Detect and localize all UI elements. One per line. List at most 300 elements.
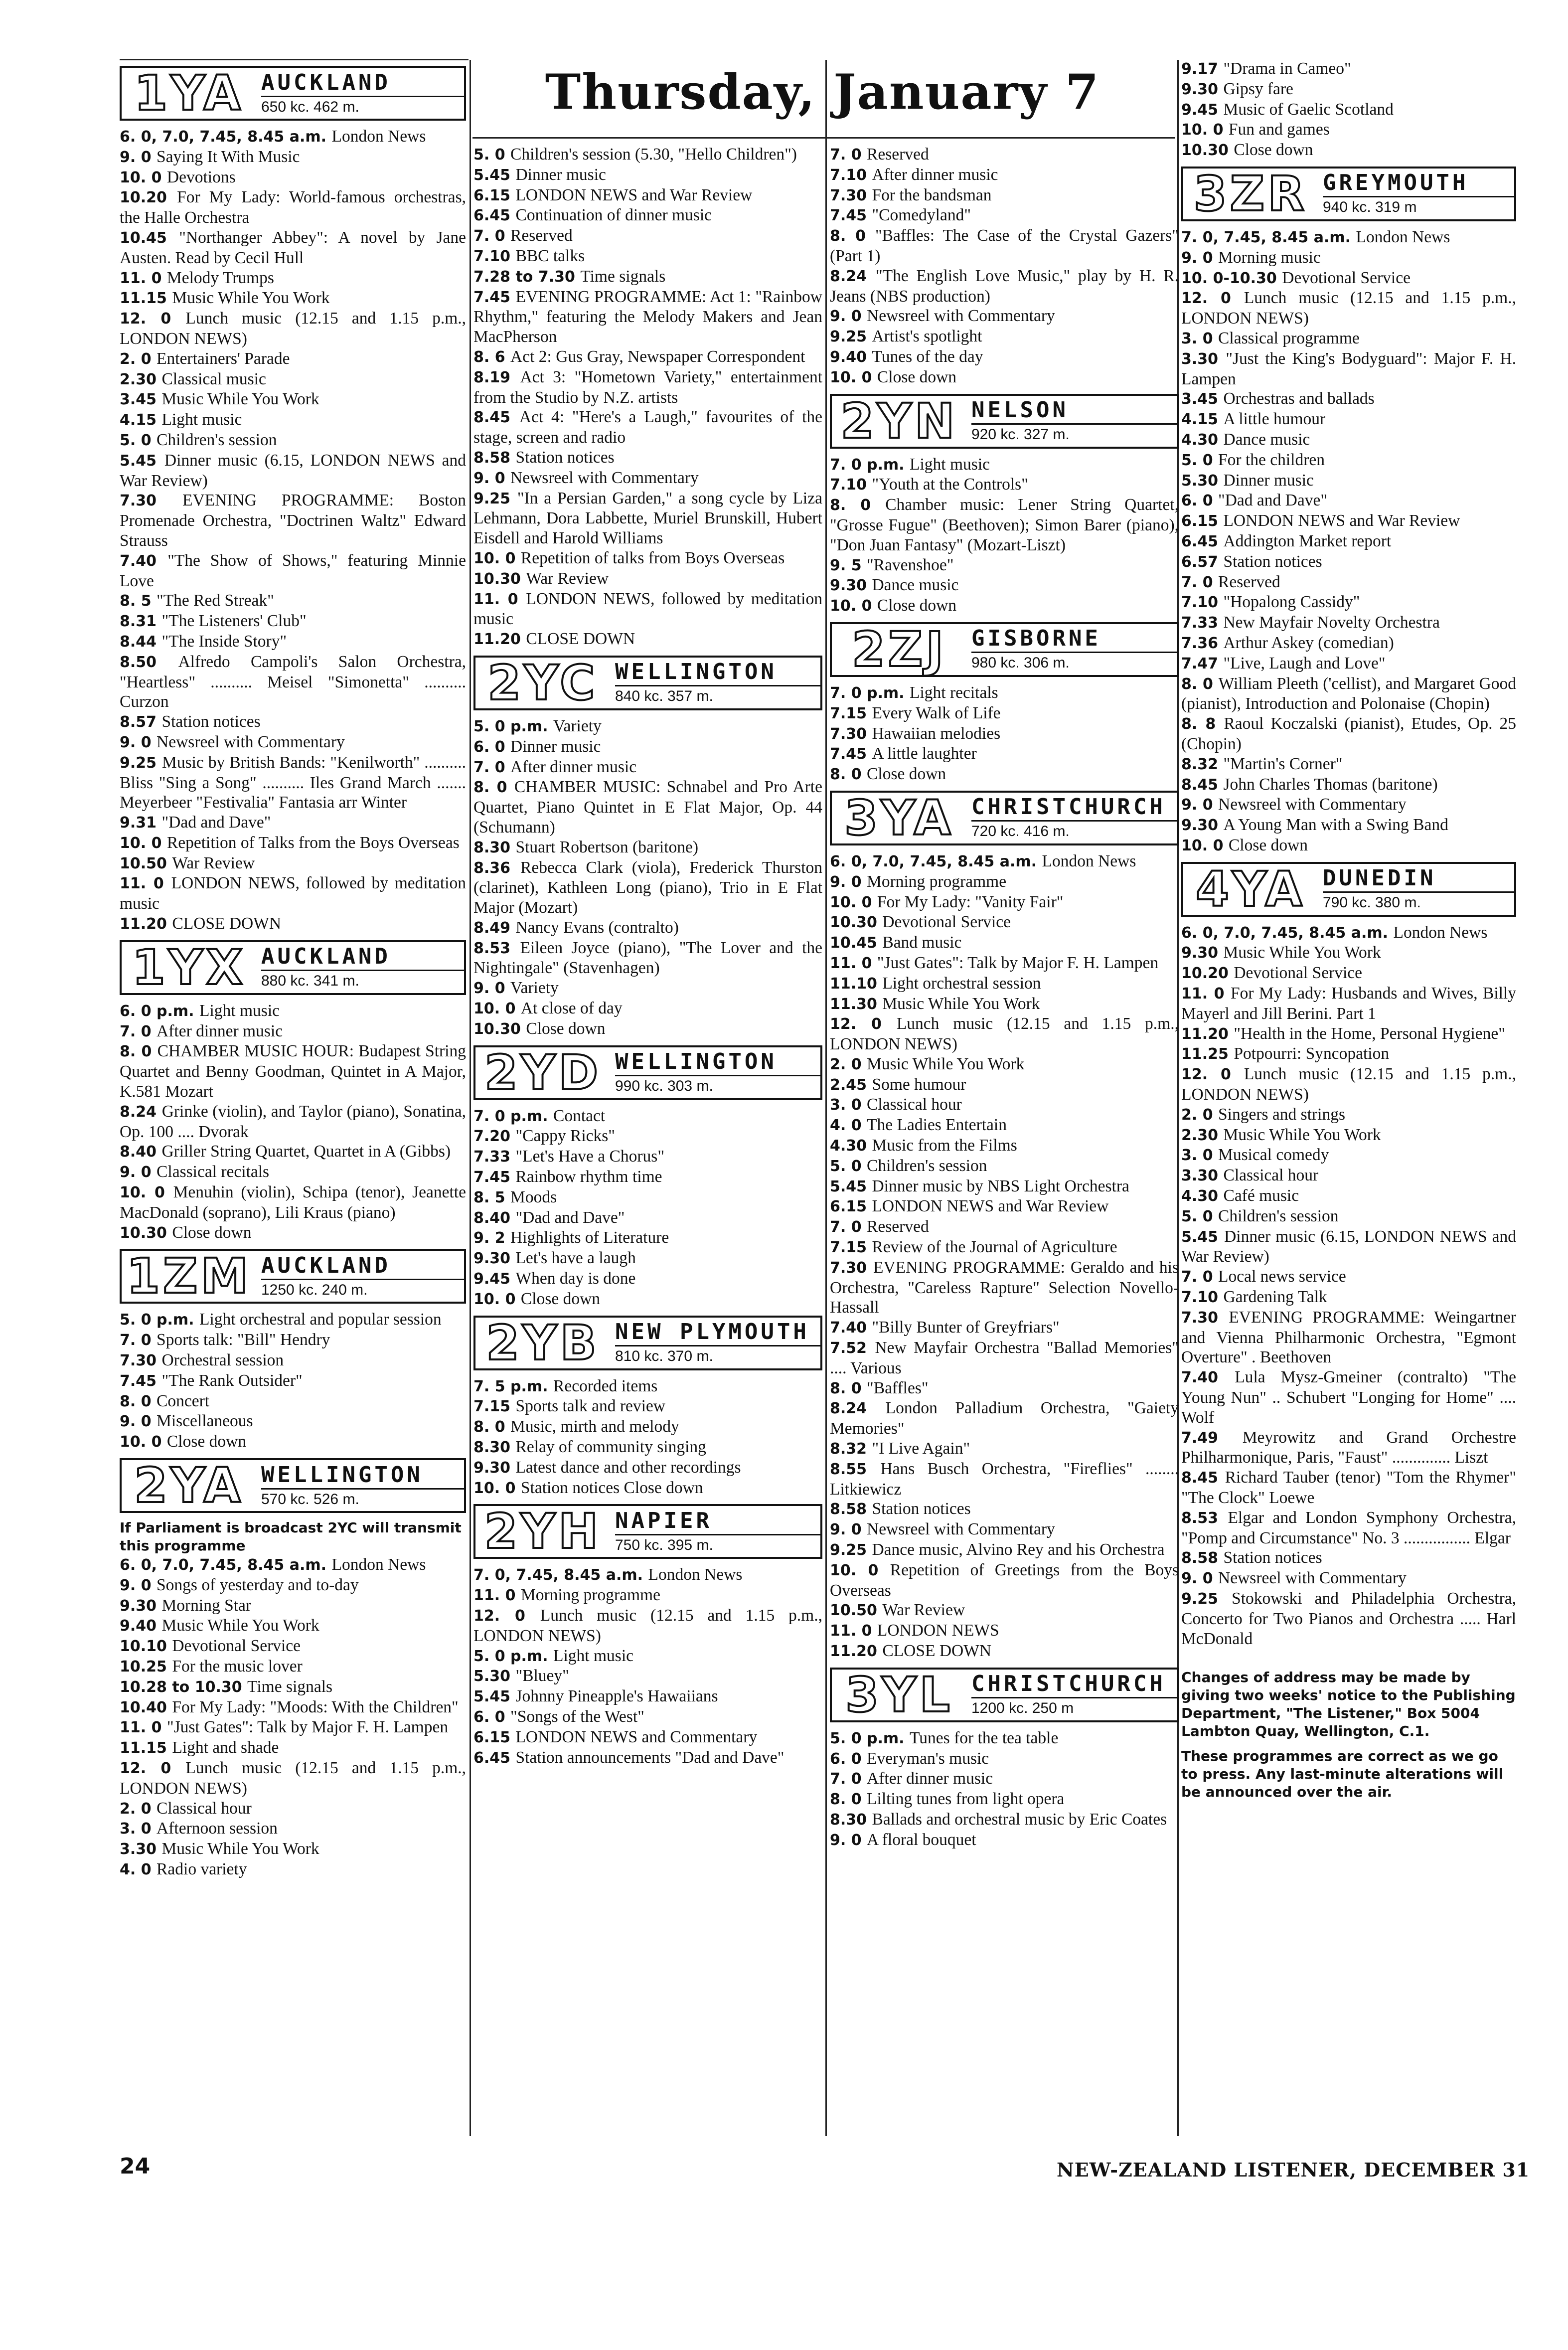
station-header-4ya xyxy=(1181,862,1516,917)
programme-title: CLOSE DOWN xyxy=(526,630,635,649)
programme-entry xyxy=(120,389,466,410)
programme-title: "The Rank Outsider" xyxy=(161,1371,303,1390)
programme-title: Nancy Evans (contralto) xyxy=(515,918,679,937)
programme-entry xyxy=(1181,491,1516,511)
programme-title: EVENING PROGRAMME: Act 1: "Rainbow Rhythm," featuring the Melody Makers and Jean MacPherson xyxy=(473,287,822,346)
programme-entry xyxy=(473,287,822,347)
programme-entry xyxy=(1181,288,1516,329)
station-name: AUCKLAND xyxy=(261,70,464,97)
programme-entry xyxy=(1181,963,1516,984)
programme-time: 10.45 xyxy=(120,229,179,247)
programme-time: 9.45 xyxy=(1181,101,1224,119)
programme-title: London News xyxy=(1042,851,1136,870)
programme-entry xyxy=(120,1738,466,1758)
programme-time: 9. 0 xyxy=(1181,1570,1219,1588)
programme-time: 9.30 xyxy=(1181,944,1224,962)
programme-title: "The Listeners' Club" xyxy=(161,612,307,631)
programme-title: Close down xyxy=(526,1019,606,1038)
programme-time: 10.50 xyxy=(120,854,172,872)
station-call: 2YA xyxy=(134,1458,244,1514)
programme-title: Music While You Work xyxy=(161,1840,319,1858)
programme-time: 8.45 xyxy=(1181,1469,1225,1487)
programme-entry xyxy=(473,757,822,778)
programme-entry xyxy=(473,226,822,246)
programme-time: 8.31 xyxy=(120,613,162,631)
programme-title: Tunes of the day xyxy=(872,347,983,366)
programme-entry xyxy=(120,873,466,914)
programme-time: 5.45 xyxy=(473,166,516,184)
programme-time: 7.10 xyxy=(1181,594,1224,612)
programme-entry xyxy=(1181,329,1516,349)
programme-title: Relay of community singing xyxy=(515,1438,706,1457)
programme-title: Music of Gaelic Scotland xyxy=(1223,100,1394,119)
station-frequency: 790 kc. 380 m. xyxy=(1323,894,1421,911)
programme-entry xyxy=(830,1398,1179,1439)
programme-title: Songs of yesterday and to-day xyxy=(157,1575,359,1594)
programme-title: Close down xyxy=(520,1289,601,1308)
programme-time: 6. 0, 7.0, 7.45, 8.45 a.m. xyxy=(830,852,1042,870)
programme-entry xyxy=(830,327,1179,347)
programme-entry xyxy=(473,1565,822,1585)
programme-title: Every Walk of Life xyxy=(872,703,1001,722)
programme-title: EVENING PROGRAMME: Geraldo and his Orchestra, "Careless Rapture" Selection Novello-Hassall xyxy=(830,1258,1179,1317)
programme-title: "Baffles: The Case of the Crystal Gazers" (Part 1) xyxy=(830,226,1179,265)
programme-title: Orchestras and ballads xyxy=(1223,389,1375,408)
programme-entry xyxy=(830,347,1179,367)
station-header-1zm xyxy=(120,1249,466,1304)
programme-title: Station notices xyxy=(515,448,615,467)
programme-title: Station notices xyxy=(1223,552,1322,571)
programme-title: For My Lady: World-famous orchestras, the Halle Orchestra xyxy=(120,188,466,227)
programme-time: 7. 0 xyxy=(473,758,511,776)
programme-time: 7. 0 p.m. xyxy=(830,456,910,474)
programme-time: 8.24 xyxy=(830,267,876,285)
programme-time: 7.45 xyxy=(473,288,516,306)
programme-entry xyxy=(120,430,466,451)
programme-title: Afternoon session xyxy=(157,1819,278,1838)
column-rule xyxy=(470,60,471,2136)
programme-entry xyxy=(1181,1145,1516,1166)
programme-title: "Cappy Ricks" xyxy=(515,1127,615,1146)
programme-title: At close of day xyxy=(520,999,623,1018)
programme-time: 11.15 xyxy=(120,1739,172,1757)
station-frequency: 990 kc. 303 m. xyxy=(615,1078,713,1095)
programme-time: 7.49 xyxy=(1181,1429,1243,1447)
programme-time: 9.30 xyxy=(120,1597,162,1615)
programme-entry xyxy=(1181,795,1516,815)
programme-entry xyxy=(1181,1186,1516,1206)
programme-entry xyxy=(1181,1589,1516,1649)
programme-time: 7. 5 p.m. xyxy=(473,1377,554,1395)
programme-time: 9.40 xyxy=(120,1617,162,1635)
programme-time: 3.45 xyxy=(120,391,162,409)
programme-entry xyxy=(1181,1206,1516,1227)
programme-entry xyxy=(120,349,466,369)
programme-time: 7. 0 p.m. xyxy=(473,1107,554,1125)
programme-title: "Live, Laugh and Love" xyxy=(1223,654,1386,672)
programme-title: Close down xyxy=(1228,836,1308,854)
programme-title: Devotional Service xyxy=(1282,268,1411,287)
programme-title: Review of the Journal of Agriculture xyxy=(872,1238,1117,1257)
programme-title: Ballads and orchestral music by Eric Coates xyxy=(872,1810,1167,1829)
programme-entry xyxy=(473,1478,822,1499)
programme-entry xyxy=(120,611,466,632)
programme-entry xyxy=(120,1182,466,1223)
programme-time: 5.30 xyxy=(1181,472,1224,490)
programme-time: 4. 0 xyxy=(830,1117,867,1135)
programme-time: 9. 0 xyxy=(830,308,867,326)
programme-title: Dinner music (6.15, LONDON NEWS and War Review) xyxy=(1181,1227,1516,1266)
programme-title: "Dad and Dave" xyxy=(161,813,271,832)
page-number: 24 xyxy=(120,2154,151,2179)
programme-list xyxy=(473,716,822,1039)
programme-title: Local news service xyxy=(1218,1267,1346,1286)
programme-title: Reserved xyxy=(867,1217,929,1236)
programme-time: 11. 0 xyxy=(1181,985,1231,1003)
programme-title: A floral bouquet xyxy=(867,1830,976,1849)
programme-entry xyxy=(473,858,822,918)
programme-entry xyxy=(120,1717,466,1738)
programme-time: 10. 0 xyxy=(473,1000,521,1018)
programme-entry xyxy=(1181,511,1516,531)
programme-title: London News xyxy=(331,1555,426,1574)
programme-title: Orchestral session xyxy=(161,1351,284,1370)
programme-title: Music While You Work xyxy=(867,1054,1025,1073)
programme-title: Light orchestral and popular session xyxy=(199,1310,442,1329)
programme-entry xyxy=(830,1196,1179,1217)
programme-entry xyxy=(1181,1125,1516,1146)
programme-title: Johnny Pineapple's Hawaiians xyxy=(515,1687,718,1706)
programme-title: War Review xyxy=(526,569,609,588)
programme-entry xyxy=(120,1391,466,1412)
column-1 xyxy=(120,60,466,1880)
programme-title: LONDON NEWS, followed by meditation music xyxy=(120,874,466,913)
programme-entry xyxy=(830,185,1179,206)
programme-entry xyxy=(120,268,466,289)
programme-time: 8. 0 xyxy=(830,227,875,245)
programme-title: Classical programme xyxy=(1218,329,1360,347)
programme-title: Music While You Work xyxy=(882,994,1040,1013)
programme-entry xyxy=(830,703,1179,724)
programme-time: 8. 0 xyxy=(473,779,514,797)
programme-entry xyxy=(1181,592,1516,613)
station-call: 2YB xyxy=(486,1315,600,1371)
programme-time: 8.55 xyxy=(830,1460,881,1478)
programme-title: Gardening Talk xyxy=(1223,1288,1327,1307)
programme-entry xyxy=(830,475,1179,495)
programme-time: 5. 0 xyxy=(1181,451,1219,469)
programme-title: Stuart Robertson (baritone) xyxy=(515,838,699,856)
station-name: AUCKLAND xyxy=(261,944,464,971)
programme-entry xyxy=(473,1585,822,1606)
programme-title: "Dad and Dave" xyxy=(515,1208,625,1227)
programme-entry xyxy=(830,953,1179,974)
programme-time: 10. 0 xyxy=(830,368,877,386)
programme-title: Reserved xyxy=(1218,572,1280,591)
programme-entry xyxy=(830,1176,1179,1197)
programme-title: William Pleeth ('cellist), and Margaret Good (pianist), Introduction and Polonaise (Chopin) xyxy=(1181,674,1516,713)
programme-entry xyxy=(473,1707,822,1727)
programme-entry xyxy=(1181,714,1516,754)
station-name: CHRISTCHURCH xyxy=(971,1671,1177,1698)
programme-entry xyxy=(120,1432,466,1452)
programme-title: "Martin's Corner" xyxy=(1223,754,1343,773)
programme-time: 7.40 xyxy=(120,552,168,570)
programme-time: 8. 6 xyxy=(473,348,511,366)
programme-entry xyxy=(830,933,1179,953)
programme-time: 7. 0 xyxy=(830,1218,867,1236)
programme-time: 9.30 xyxy=(830,577,872,595)
programme-entry xyxy=(830,1499,1179,1519)
programme-time: 9. 5 xyxy=(830,556,867,574)
programme-title: Recorded items xyxy=(553,1376,658,1395)
programme-title: "The Inside Story" xyxy=(161,632,287,651)
programme-entry xyxy=(830,1115,1179,1136)
station-frequency: 750 kc. 395 m. xyxy=(615,1536,713,1553)
programme-entry xyxy=(473,999,822,1019)
programme-entry xyxy=(1181,923,1516,943)
programme-list xyxy=(1181,227,1516,856)
programme-entry xyxy=(120,1799,466,1819)
programme-title: Classical hour xyxy=(157,1799,252,1818)
programme-title: Light recitals xyxy=(910,683,998,702)
programme-title: Highlights of Literature xyxy=(510,1228,669,1247)
programme-title: "Let's Have a Chorus" xyxy=(515,1147,664,1166)
programme-entry xyxy=(120,1001,466,1021)
programme-title: CHAMBER MUSIC: Schnabel and Pro Arte Quartet, Piano Quintet in E Flat Major, Op. 44 (Schumann) xyxy=(473,778,822,837)
programme-title: Dance music, Alvino Rey and his Orchestra xyxy=(872,1540,1165,1559)
programme-time: 3. 0 xyxy=(1181,330,1219,347)
programme-title: For My Lady: "Vanity Fair" xyxy=(877,892,1064,911)
station-call: 2YN xyxy=(840,393,958,449)
programme-entry xyxy=(1181,389,1516,409)
programme-entry xyxy=(120,1223,466,1243)
programme-title: "Youth at the Controls" xyxy=(872,475,1028,494)
programme-entry xyxy=(830,764,1179,785)
station-header-2yb xyxy=(473,1316,822,1370)
programme-entry xyxy=(120,309,466,349)
programme-entry xyxy=(830,1728,1179,1749)
programme-time: 9.45 xyxy=(473,1270,516,1288)
programme-time: 9. 0 xyxy=(830,1521,867,1539)
programme-title: LONDON NEWS and Commentary xyxy=(515,1727,758,1746)
programme-entry xyxy=(830,912,1179,933)
programme-entry xyxy=(830,1769,1179,1789)
programme-time: 6. 0, 7.0, 7.45, 8.45 a.m. xyxy=(120,128,332,146)
programme-title: Lula Mysz-Gmeiner (contralto) "The Young Nun" .. Schubert "Longing for Home" .... Wolf xyxy=(1181,1368,1516,1427)
programme-title: Light music xyxy=(161,410,242,429)
programme-entry xyxy=(830,1075,1179,1095)
programme-time: 10.30 xyxy=(473,1020,526,1038)
programme-time: 2. 0 xyxy=(120,350,157,368)
programme-time: 6. 0, 7.0, 7.45, 8.45 a.m. xyxy=(120,1556,332,1574)
programme-time: 7. 0 xyxy=(120,1022,157,1040)
programme-time: 7.30 xyxy=(120,492,183,510)
programme-entry xyxy=(1181,1267,1516,1287)
programme-title: Latest dance and other recordings xyxy=(515,1458,741,1477)
station-header-2zj xyxy=(830,622,1179,677)
programme-entry xyxy=(473,1686,822,1707)
programme-time: 9.25 xyxy=(120,754,162,772)
programme-time: 3.30 xyxy=(120,1841,162,1858)
programme-title: Radio variety xyxy=(157,1859,247,1878)
programme-time: 5.45 xyxy=(830,1177,872,1195)
programme-title: Lunch music (12.15 and 1.15 p.m., LONDON NEWS) xyxy=(1181,1065,1516,1104)
programme-time: 10.50 xyxy=(830,1602,883,1620)
programme-title: LONDON NEWS and War Review xyxy=(872,1197,1109,1216)
programme-title: New Mayfair Novelty Orchestra xyxy=(1223,613,1440,632)
programme-list xyxy=(473,1376,822,1499)
programme-time: 8.40 xyxy=(120,1143,162,1161)
programme-title: Devotional Service xyxy=(882,913,1011,932)
programme-entry xyxy=(830,1749,1179,1769)
programme-title: Some humour xyxy=(872,1075,966,1094)
programme-entry xyxy=(830,1318,1179,1338)
programme-time: 7.20 xyxy=(473,1128,516,1146)
programme-time: 11. 0 xyxy=(120,875,171,893)
programme-time: 8.53 xyxy=(473,939,520,957)
programme-entry xyxy=(120,1142,466,1162)
programme-entry xyxy=(1181,1166,1516,1186)
programme-entry xyxy=(473,1269,822,1289)
programme-title: "The English Love Music," play by H. R. Jeans (NBS production) xyxy=(830,266,1179,306)
programme-title: CLOSE DOWN xyxy=(882,1642,992,1660)
programme-entry xyxy=(1181,471,1516,491)
programme-entry xyxy=(473,918,822,938)
programme-title: Raoul Koczalski (pianist), Etudes, Op. 25 (Chopin) xyxy=(1181,714,1516,753)
programme-title: Musical comedy xyxy=(1218,1146,1329,1165)
programme-time: 10. 0 xyxy=(120,168,167,186)
programme-time: 10.40 xyxy=(120,1698,172,1716)
programme-time: 7.15 xyxy=(830,704,872,722)
programme-title: After dinner music xyxy=(510,757,637,776)
programme-title: Station notices xyxy=(161,712,261,731)
programme-entry xyxy=(473,737,822,757)
programme-title: LONDON NEWS and War Review xyxy=(1223,511,1460,530)
programme-title: Entertainers' Parade xyxy=(157,349,290,368)
programme-entry xyxy=(120,1636,466,1657)
programme-entry xyxy=(1181,754,1516,775)
programme-title: John Charles Thomas (baritone) xyxy=(1223,775,1438,794)
programme-time: 6.45 xyxy=(473,207,516,225)
programme-list xyxy=(830,455,1179,616)
programme-entry xyxy=(830,1789,1179,1810)
column-3 xyxy=(830,145,1179,1850)
programme-entry xyxy=(830,306,1179,327)
programme-title: War Review xyxy=(882,1601,965,1620)
programme-time: 9.40 xyxy=(830,348,872,366)
programme-time: 7.45 xyxy=(473,1169,516,1186)
programme-title: For the music lover xyxy=(172,1657,303,1676)
programme-time: 10.30 xyxy=(120,1224,172,1242)
programme-entry xyxy=(120,1162,466,1182)
programme-title: Chamber music: Lener String Quartet, "Grosse Fugue" (Beethoven); Simon Barer (piano), "Don Juan Fantasy" (Mozart-Liszt) xyxy=(830,496,1179,554)
programme-time: 7.45 xyxy=(830,745,872,763)
programme-time: 8.19 xyxy=(473,368,520,386)
station-name: WELLINGTON xyxy=(615,659,820,686)
programme-time: 7.36 xyxy=(1181,634,1224,652)
programme-title: Newsreel with Commentary xyxy=(867,307,1055,326)
programme-time: 8.58 xyxy=(830,1501,872,1518)
programme-entry xyxy=(1181,1548,1516,1568)
programme-title: "Billy Bunter of Greyfriars" xyxy=(872,1318,1060,1337)
programme-entry xyxy=(120,168,466,188)
programme-title: Dinner music (6.15, LONDON NEWS and War Review) xyxy=(120,451,466,490)
programme-entry xyxy=(830,1560,1179,1601)
station-call: 1YA xyxy=(134,65,244,121)
station-frequency: 810 kc. 370 m. xyxy=(615,1348,713,1365)
programme-entry xyxy=(120,732,466,753)
programme-time: 3.30 xyxy=(1181,350,1226,368)
programme-time: 6.15 xyxy=(473,186,516,204)
programme-time: 8.45 xyxy=(1181,776,1224,794)
programme-time: 7.33 xyxy=(473,1148,516,1166)
programme-time: 7.45 xyxy=(120,1372,162,1390)
station-frequency: 940 kc. 319 m xyxy=(1323,199,1417,216)
programme-title: Potpourri: Syncopation xyxy=(1234,1044,1390,1063)
programme-time: 7. 0 xyxy=(830,1770,867,1788)
programme-entry xyxy=(830,1014,1179,1054)
programme-time: 2. 0 xyxy=(830,1055,867,1073)
programme-time: 10. 0 xyxy=(1181,837,1229,854)
programme-entry xyxy=(120,1697,466,1718)
programme-time: 6. 0 xyxy=(830,1750,867,1768)
programme-time: 7.47 xyxy=(1181,655,1224,672)
programme-entry xyxy=(830,1258,1179,1318)
programme-list xyxy=(1181,923,1516,1649)
programme-title: Close down xyxy=(877,596,957,615)
programme-time: 6. 0 xyxy=(1181,492,1219,510)
programme-time: 8. 0 xyxy=(120,1043,157,1061)
programme-time: 10. 0 xyxy=(830,893,877,911)
programme-entry xyxy=(1181,1308,1516,1367)
programme-title: Repetition of Talks from the Boys Overseas xyxy=(166,833,460,852)
programme-title: Lunch music (12.15 and 1.15 p.m., LONDON NEWS) xyxy=(120,309,466,348)
programme-time: 4.30 xyxy=(830,1137,872,1155)
programme-entry xyxy=(120,451,466,491)
programme-entry xyxy=(830,226,1179,266)
programme-time: 7.30 xyxy=(830,725,872,743)
programme-entry xyxy=(120,1575,466,1596)
programme-entry xyxy=(120,1839,466,1859)
programme-title: Contact xyxy=(553,1106,606,1125)
programme-entry xyxy=(473,1019,822,1039)
programme-entry xyxy=(1181,409,1516,430)
programme-title: "Ravenshoe" xyxy=(867,555,954,574)
programme-time: 7. 0 xyxy=(830,146,867,164)
programme-entry xyxy=(473,468,822,489)
programme-title: Café music xyxy=(1223,1186,1299,1205)
programme-title: LONDON NEWS, followed by meditation music xyxy=(473,589,822,629)
programme-entry xyxy=(473,589,822,630)
parliament-note: If Parliament is broadcast 2YC will transmit this programme xyxy=(120,1519,462,1554)
programme-title: London News xyxy=(1356,227,1450,246)
programme-time: 7. 0 xyxy=(120,1332,157,1349)
programme-title: Light music xyxy=(199,1001,280,1020)
programme-time: 8.58 xyxy=(473,449,516,467)
programme-entry xyxy=(120,127,466,147)
programme-entry xyxy=(1181,430,1516,450)
programme-time: 9.25 xyxy=(1181,1590,1232,1608)
column-rule xyxy=(825,60,827,2136)
programme-entry xyxy=(120,652,466,712)
programme-time: 11. 0 xyxy=(473,1587,521,1605)
programme-time: 8. 0 xyxy=(830,1791,867,1809)
station-header-2yn xyxy=(830,394,1179,449)
programme-title: Rebecca Clark (viola), Frederick Thurston (clarinet), Kathleen Long (piano), Trio in E Flat Major (Mozart) xyxy=(473,858,823,917)
programme-entry xyxy=(120,1102,466,1142)
programme-entry xyxy=(473,1417,822,1437)
